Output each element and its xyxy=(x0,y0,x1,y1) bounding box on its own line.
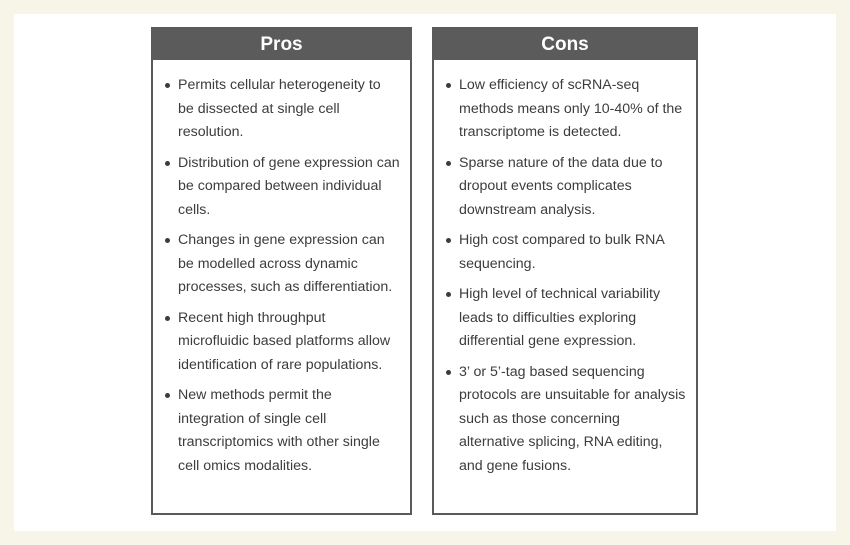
cons-list xyxy=(434,60,696,478)
cons-item: High level of technical variability leads to difficulties exploring differential gene expression. xyxy=(446,283,686,354)
cons-panel xyxy=(432,27,698,515)
pros-item: Recent high throughput microfluidic based platforms allow identification of rare populations. xyxy=(165,307,400,378)
cons-item: 3’ or 5’-tag based sequencing protocols are unsuitable for analysis such as those concerning alternative splicing, RNA editing, and gene fusions. xyxy=(446,361,686,479)
cons-item: High cost compared to bulk RNA sequencing. xyxy=(446,229,686,276)
pros-item: New methods permit the integration of single cell transcriptomics with other single cell omics modalities. xyxy=(165,384,400,478)
pros-list xyxy=(153,60,410,478)
cons-header: Cons xyxy=(434,29,696,60)
pros-item: Distribution of gene expression can be compared between individual cells. xyxy=(165,152,400,223)
cons-item: Low efficiency of scRNA-seq methods means only 10-40% of the transcriptome is detected. xyxy=(446,74,686,145)
figure-canvas xyxy=(14,14,836,531)
pros-header: Pros xyxy=(153,29,410,60)
cons-item: Sparse nature of the data due to dropout events complicates downstream analysis. xyxy=(446,152,686,223)
pros-item: Changes in gene expression can be modelled across dynamic processes, such as differentiation. xyxy=(165,229,400,300)
pros-panel xyxy=(151,27,412,515)
pros-item: Permits cellular heterogeneity to be dissected at single cell resolution. xyxy=(165,74,400,145)
